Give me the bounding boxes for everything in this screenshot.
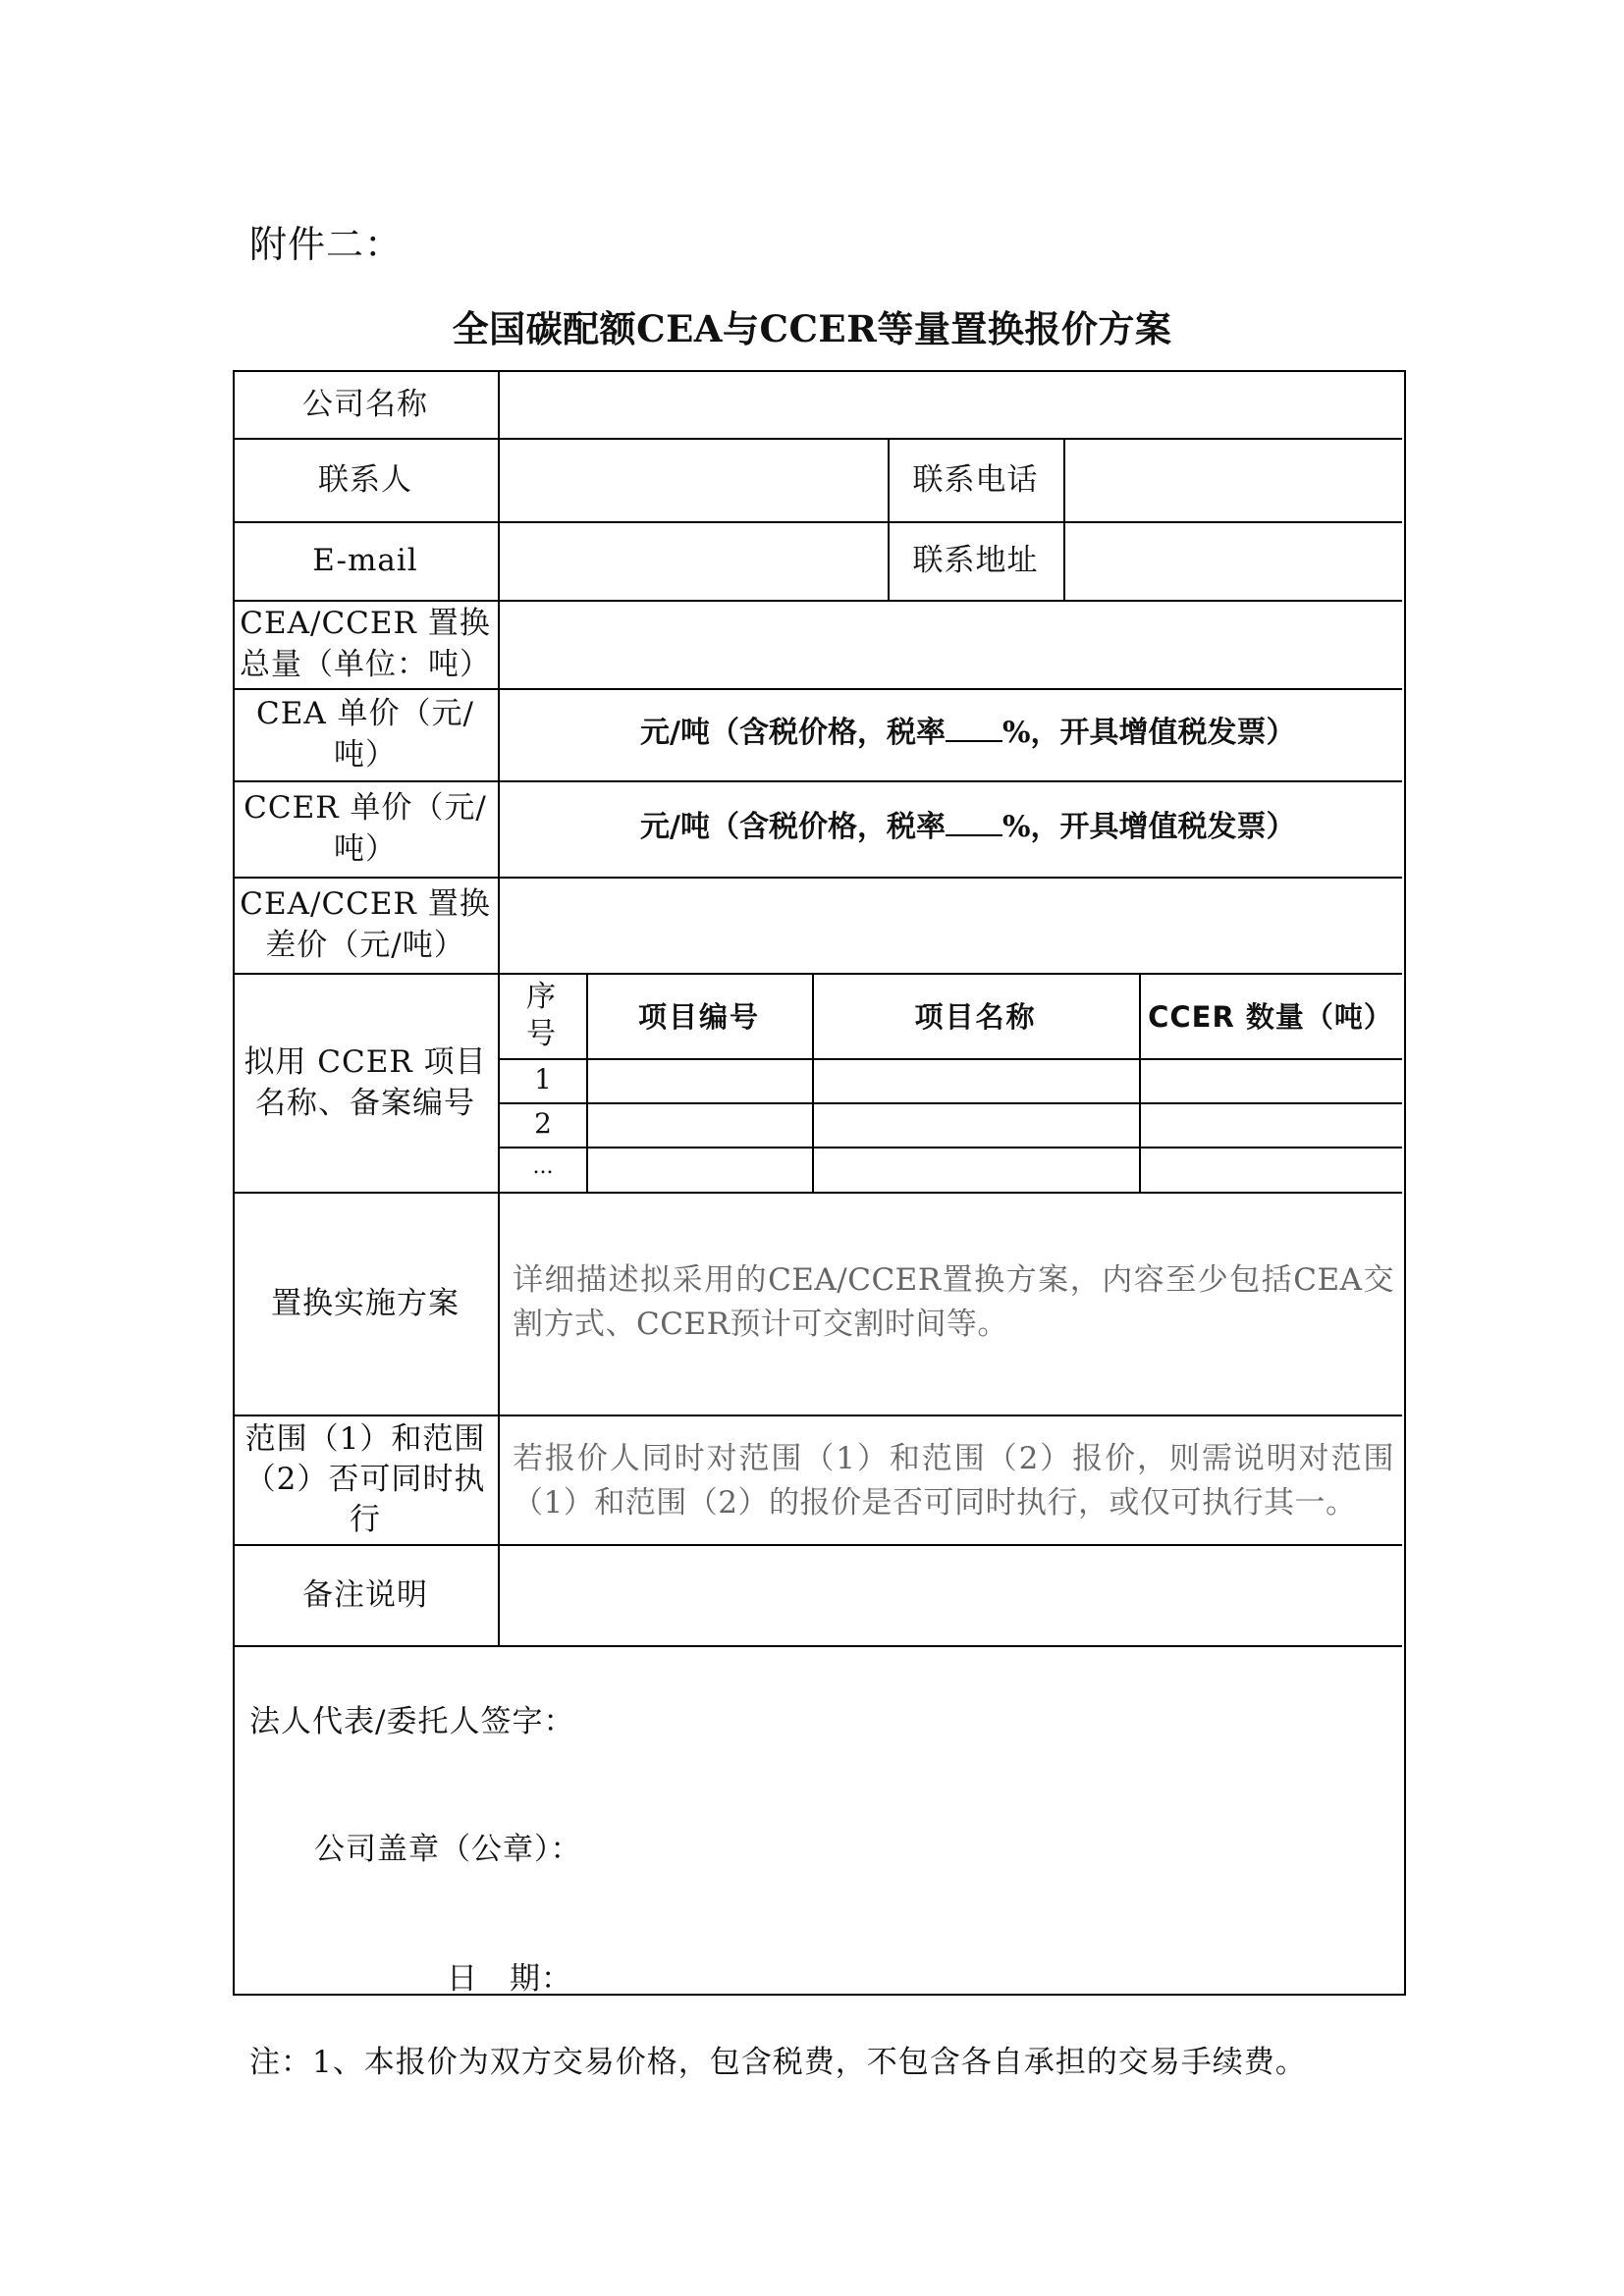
label-ccer-price-line1: CCER 单价（元/ bbox=[244, 790, 487, 826]
label-cea-price bbox=[233, 688, 498, 780]
date-label: 日 期： bbox=[447, 1961, 572, 1997]
attachment-label: 附件二： bbox=[249, 223, 404, 266]
label-total-quantity bbox=[233, 600, 498, 688]
ccer-price-field[interactable] bbox=[640, 808, 1386, 847]
label-contact-address: 联系地址 bbox=[912, 543, 1039, 578]
row-divider bbox=[233, 1645, 1402, 1647]
scope-hint[interactable]: 若报价人同时对范围（1）和范围（2）报价，则需说明对范围（1）和范围（2）的报价是否可同时执行，或仅可执行其一。 bbox=[513, 1441, 1394, 1521]
header-project-number: 项目编号 bbox=[637, 1000, 760, 1034]
label-ccer-price bbox=[233, 780, 498, 877]
company-stamp-label: 公司盖章（公章）： bbox=[314, 1832, 582, 1867]
label-ccer-projects bbox=[233, 973, 498, 1192]
header-ccer-quantity: CCER 数量（吨） bbox=[1148, 1000, 1393, 1034]
ccer-price-text-suffix: %，开具增值税发票） bbox=[1001, 810, 1296, 844]
signer-label: 法人代表/委托人签字： bbox=[249, 1704, 575, 1739]
label-total-quantity-line2: 总量（单位：吨） bbox=[240, 647, 491, 682]
header-seq-line1: 序 bbox=[526, 979, 558, 1014]
label-remarks: 备注说明 bbox=[302, 1576, 428, 1613]
cea-price-text-prefix: 元/吨（含税价格，税率 bbox=[640, 716, 946, 750]
label-contact-phone: 联系电话 bbox=[912, 461, 1039, 498]
column-divider bbox=[1063, 438, 1065, 600]
header-seq-line2: 号 bbox=[526, 1016, 558, 1051]
label-company-name: 公司名称 bbox=[302, 386, 428, 422]
label-price-difference bbox=[233, 877, 498, 973]
header-project-name: 项目名称 bbox=[914, 1000, 1037, 1034]
label-ccer-price-line2: 吨） bbox=[334, 831, 397, 867]
label-ccer-projects-line2: 名称、备案编号 bbox=[255, 1085, 475, 1121]
implementation-plan-hint[interactable]: 详细描述拟采用的CEA/CCER置换方案，内容至少包括CEA交割方式、CCER预计可交割时间等。 bbox=[513, 1262, 1394, 1342]
row-divider bbox=[498, 1147, 1402, 1148]
row-divider bbox=[498, 1058, 1402, 1060]
label-cea-price-line2: 吨） bbox=[334, 737, 397, 773]
page-title: 全国碳配额CEA与CCER等量置换报价方案 bbox=[452, 307, 1172, 350]
label-implementation-plan: 置换实施方案 bbox=[271, 1285, 460, 1321]
table-row-seq: ... bbox=[532, 1154, 554, 1179]
label-scope-line2: （2）否可同时执 bbox=[244, 1461, 486, 1497]
footnote: 注：1、本报价为双方交易价格，包含税费，不包含各自承担的交易手续费。 bbox=[249, 2045, 1307, 2080]
label-contact-person: 联系人 bbox=[318, 461, 412, 498]
row-divider bbox=[498, 1102, 1402, 1104]
label-scope-line3: 行 bbox=[350, 1501, 381, 1537]
label-price-difference-line2: 差价（元/吨） bbox=[265, 928, 465, 963]
label-scope bbox=[233, 1415, 498, 1544]
label-price-difference-line1: CEA/CCER 置换 bbox=[240, 886, 491, 922]
table-row-seq: 2 bbox=[534, 1107, 552, 1140]
label-email: E-mail bbox=[312, 543, 418, 578]
header-seq bbox=[498, 973, 586, 1058]
label-cea-price-line1: CEA 单价（元/ bbox=[255, 696, 475, 731]
ccer-tax-rate-blank[interactable] bbox=[946, 809, 1002, 836]
cea-price-field[interactable] bbox=[640, 714, 1386, 753]
table-row-seq: 1 bbox=[534, 1063, 552, 1095]
ccer-price-text-prefix: 元/吨（含税价格，税率 bbox=[640, 810, 946, 844]
cea-price-text-suffix: %，开具增值税发票） bbox=[1001, 716, 1296, 750]
label-scope-line1: 范围（1）和范围 bbox=[244, 1420, 486, 1457]
cea-tax-rate-blank[interactable] bbox=[946, 715, 1002, 742]
label-ccer-projects-line1: 拟用 CCER 项目 bbox=[244, 1043, 487, 1080]
label-total-quantity-line1: CEA/CCER 置换 bbox=[240, 606, 491, 641]
